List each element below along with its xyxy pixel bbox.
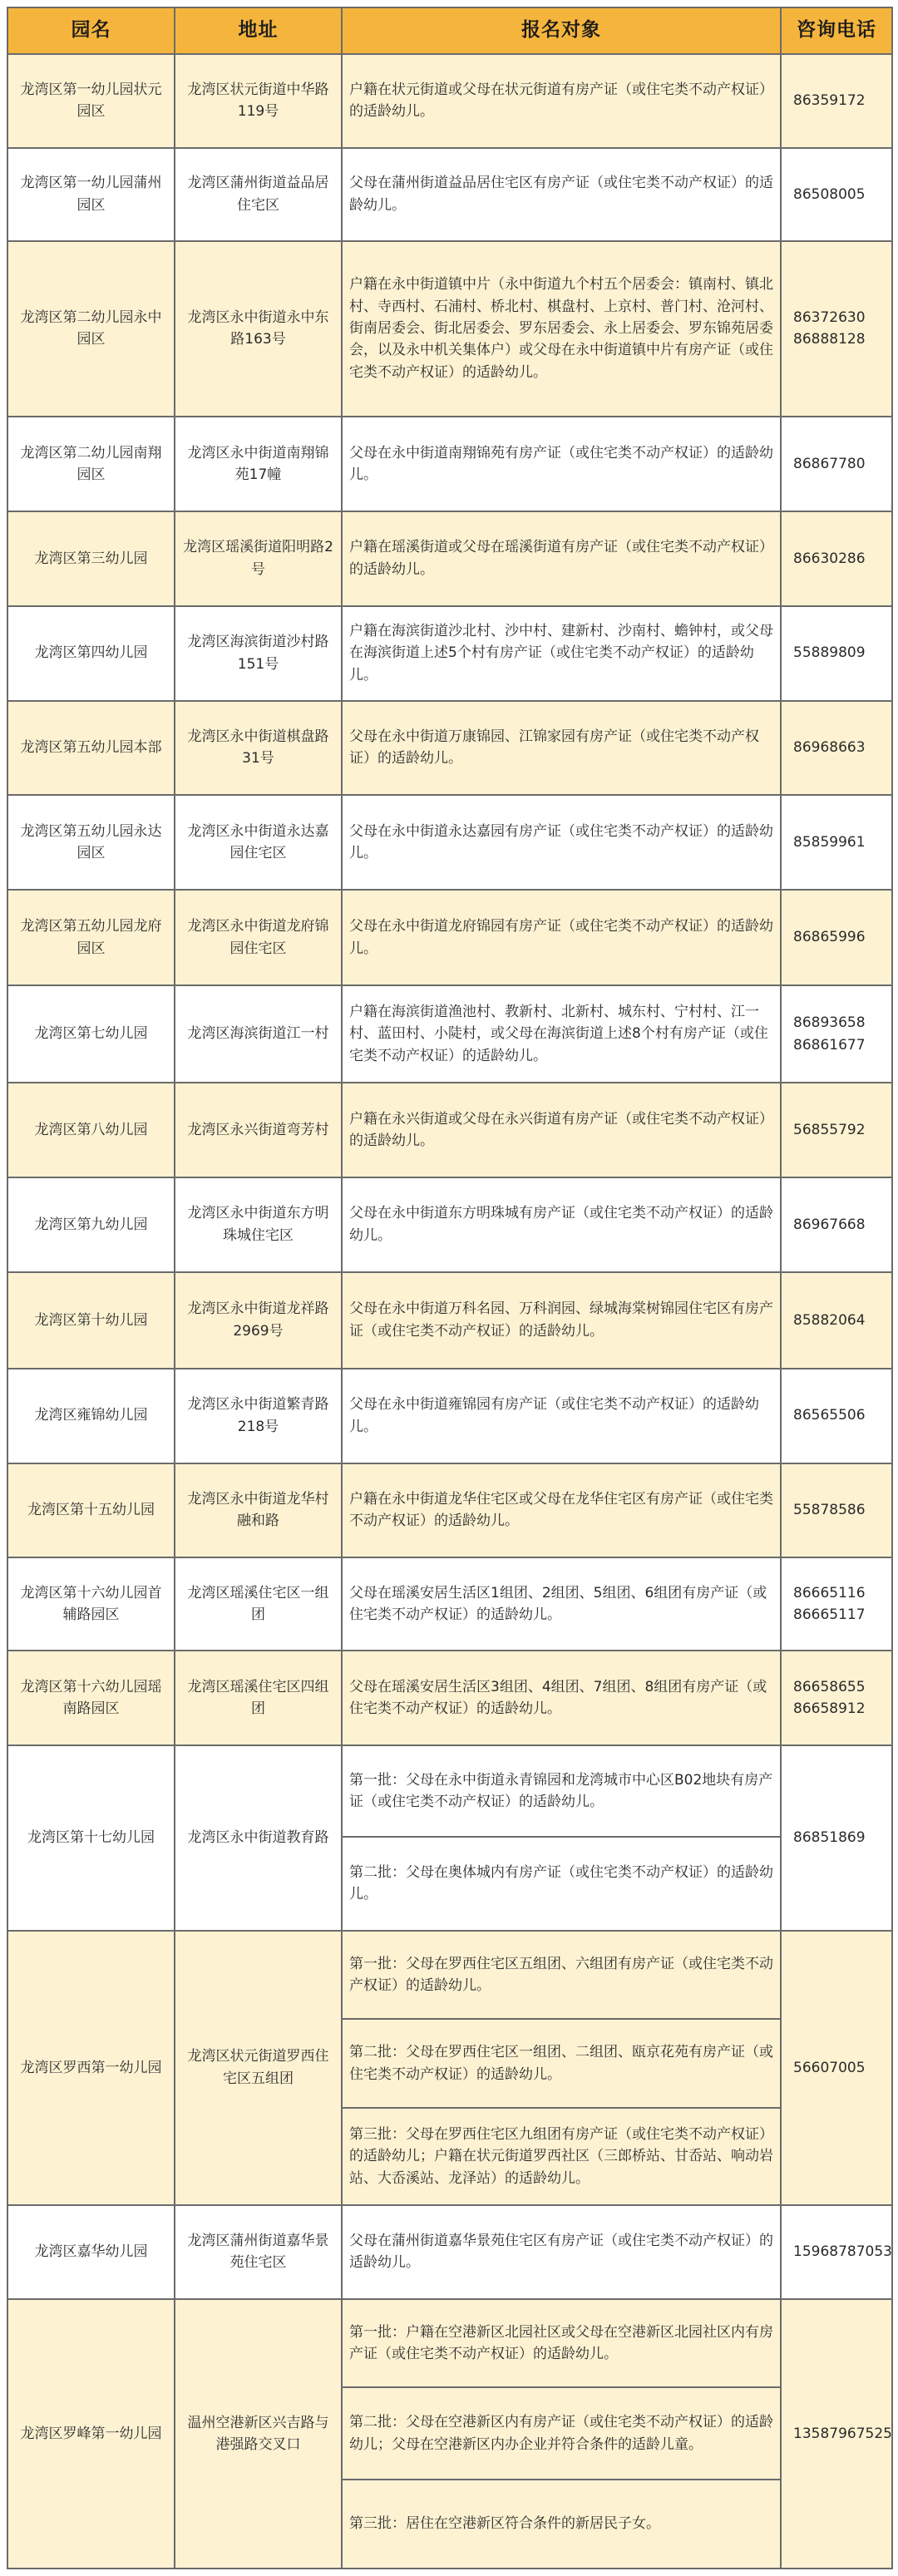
- phone-number: 13587967525: [793, 2425, 892, 2442]
- enrollment-target: 父母在永中街道雍锦园有房产证（或住宅类不动产权证）的适龄幼儿。: [342, 1369, 781, 1463]
- kindergarten-address: 龙湾区海滨街道江一村: [175, 985, 342, 1083]
- kindergarten-address: 龙湾区蒲州街道益品居住宅区: [175, 148, 342, 241]
- phone-cell: [781, 701, 892, 796]
- phone-cell: [781, 1651, 892, 1745]
- table-row: [7, 1651, 892, 1745]
- kindergarten-name: 龙湾区嘉华幼儿园: [7, 2205, 175, 2299]
- kindergarten-address: 龙湾区永中街道永达嘉园住宅区: [175, 795, 342, 890]
- enrollment-target: 户籍在海滨街道渔池村、教新村、北新村、城东村、宁村村、江一村、蓝田村、小陡村，或父母在海滨街道上述8个村有房产证（或住宅类不动产权证）的适龄幼儿。: [342, 985, 781, 1083]
- table-row: [7, 417, 892, 511]
- enrollment-target: 父母在蒲州街道益品居住宅区有房产证（或住宅类不动产权证）的适龄幼儿。: [342, 148, 781, 241]
- kindergarten-name: 龙湾区罗峰第一幼儿园: [7, 2299, 175, 2569]
- phone-cell: [781, 1463, 892, 1558]
- table-row: [7, 795, 892, 890]
- phone-number: 86630286: [793, 550, 866, 567]
- kindergarten-name: 龙湾区第一幼儿园状元园区: [7, 54, 175, 148]
- header-phone: 咨询电话: [781, 7, 892, 54]
- kindergarten-address: 龙湾区海滨街道沙村路151号: [175, 606, 342, 701]
- phone-number: 86359172: [793, 92, 866, 110]
- phone-cell: [781, 985, 892, 1083]
- kindergarten-address: 龙湾区永中街道永中东路163号: [175, 241, 342, 417]
- enrollment-target: 父母在永中街道龙府锦园有房产证（或住宅类不动产权证）的适龄幼儿。: [342, 890, 781, 985]
- enrollment-batch-target: 父母在蒲州街道嘉华景苑住宅区有房产证（或住宅类不动产权证）的适龄幼儿。: [342, 2205, 781, 2299]
- phone-cell: [781, 1177, 892, 1272]
- enrollment-batch-target: 第二批：父母在罗西住宅区一组团、二组团、瓯京花苑有房产证（或住宅类不动产权证）的适龄幼儿。: [342, 2019, 781, 2108]
- kindergarten-name: 龙湾区雍锦幼儿园: [7, 1369, 175, 1463]
- phone-number: 86508005: [793, 185, 866, 203]
- enrollment-target: 户籍在永中街道镇中片（永中街道九个村五个居委会：镇南村、镇北村、寺西村、石浦村、桥北村、棋盘村、上京村、普门村、沧河村、街南居委会、街北居委会、罗东居委会、永上居委会、罗东锦苑居委会，以及永中机关集体户）或父母在永中街道镇中片有房产证（或住宅类不动产权证）的适龄幼儿。: [342, 241, 781, 417]
- table-row: [7, 890, 892, 985]
- phone-number: 86658655: [793, 1678, 866, 1695]
- phone-number: 86665117: [793, 1606, 866, 1624]
- kindergarten-address: 龙湾区永中街道棋盘路31号: [175, 701, 342, 796]
- kindergarten-address: 龙湾区永中街道龙华村融和路: [175, 1463, 342, 1558]
- phone-cell: [781, 1931, 892, 2205]
- enrollment-batch-target: 第一批：父母在罗西住宅区五组团、六组团有房产证（或住宅类不动产权证）的适龄幼儿。: [342, 1931, 781, 2020]
- phone-number: 86665116: [793, 1584, 866, 1601]
- kindergarten-address: 龙湾区蒲州街道嘉华景苑住宅区: [175, 2205, 342, 2299]
- table-body: [7, 54, 892, 2569]
- phone-cell: [781, 795, 892, 890]
- enrollment-target: 父母在永中街道永达嘉园有房产证（或住宅类不动产权证）的适龄幼儿。: [342, 795, 781, 890]
- kindergarten-address: 龙湾区永中街道教育路: [175, 1745, 342, 1931]
- enrollment-target: 户籍在永兴街道或父母在永兴街道有房产证（或住宅类不动产权证）的适龄幼儿。: [342, 1083, 781, 1177]
- table-row: [7, 1083, 892, 1177]
- kindergarten-address: 温州空港新区兴吉路与港强路交叉口: [175, 2299, 342, 2569]
- enrollment-target: 户籍在海滨街道沙北村、沙中村、建新村、沙南村、蟾钟村，或父母在海滨街道上述5个村有房产证（或住宅类不动产权证）的适龄幼儿。: [342, 606, 781, 701]
- phone-cell: [781, 54, 892, 148]
- table-row: [7, 701, 892, 796]
- phone-cell: [781, 2299, 892, 2569]
- header-address: 地址: [175, 7, 342, 54]
- phone-number: 86372630: [793, 308, 866, 326]
- enrollment-target: 父母在瑶溪安居生活区1组团、2组团、5组团、6组团有房产证（或住宅类不动产权证）的适龄幼儿。: [342, 1557, 781, 1651]
- phone-cell: [781, 1369, 892, 1463]
- kindergarten-name: 龙湾区第三幼儿园: [7, 511, 175, 606]
- phone-number: 15968787053: [793, 2243, 892, 2261]
- enrollment-target: 父母在永中街道东方明珠城有房产证（或住宅类不动产权证）的适龄幼儿。: [342, 1177, 781, 1272]
- enrollment-target: 户籍在永中街道龙华住宅区或父母在龙华住宅区有房产证（或住宅类不动产权证）的适龄幼儿。: [342, 1463, 781, 1558]
- kindergarten-address: 龙湾区状元街道中华路119号: [175, 54, 342, 148]
- phone-number: 85882064: [793, 1311, 866, 1329]
- phone-cell: [781, 890, 892, 985]
- enrollment-batch-target: 第三批：居住在空港新区符合条件的新居民子女。: [342, 2480, 781, 2569]
- table-row: [7, 1557, 892, 1651]
- phone-number: 56855792: [793, 1121, 866, 1138]
- kindergarten-name: 龙湾区第二幼儿园永中园区: [7, 241, 175, 417]
- phone-number: 86967668: [793, 1216, 866, 1233]
- kindergarten-name: 龙湾区第一幼儿园蒲州园区: [7, 148, 175, 241]
- table-row: [7, 241, 892, 417]
- kindergarten-enrollment-table: [7, 7, 893, 2569]
- phone-number: 86968663: [793, 739, 866, 757]
- kindergarten-name: 龙湾区第十六幼儿园首辅路园区: [7, 1557, 175, 1651]
- kindergarten-address: 龙湾区瑶溪住宅区一组团: [175, 1557, 342, 1651]
- phone-cell: [781, 417, 892, 511]
- header-name: 园名: [7, 7, 175, 54]
- table-row: [7, 54, 892, 148]
- kindergarten-address: 龙湾区瑶溪街道阳明路2号: [175, 511, 342, 606]
- table-row: [7, 1745, 892, 1837]
- phone-cell: [781, 148, 892, 241]
- phone-cell: [781, 1745, 892, 1931]
- enrollment-target: 父母在瑶溪安居生活区3组团、4组团、7组团、8组团有房产证（或住宅类不动产权证）的适龄幼儿。: [342, 1651, 781, 1745]
- phone-cell: [781, 1272, 892, 1369]
- kindergarten-name: 龙湾区第十五幼儿园: [7, 1463, 175, 1558]
- enrollment-target: 户籍在瑶溪街道或父母在瑶溪街道有房产证（或住宅类不动产权证）的适龄幼儿。: [342, 511, 781, 606]
- kindergarten-address: 龙湾区永中街道南翔锦苑17幢: [175, 417, 342, 511]
- table-row: [7, 1272, 892, 1369]
- enrollment-batch-target: 第二批：父母在空港新区内有房产证（或住宅类不动产权证）的适龄幼儿；父母在空港新区内办企业并符合条件的适龄儿童。: [342, 2387, 781, 2480]
- kindergarten-name: 龙湾区第五幼儿园永达园区: [7, 795, 175, 890]
- phone-number: 86893658: [793, 1014, 866, 1032]
- kindergarten-name: 龙湾区第八幼儿园: [7, 1083, 175, 1177]
- kindergarten-address: 龙湾区永中街道龙祥路2969号: [175, 1272, 342, 1369]
- phone-number: 86888128: [793, 331, 866, 348]
- phone-cell: [781, 1083, 892, 1177]
- enrollment-target: 父母在永中街道南翔锦苑有房产证（或住宅类不动产权证）的适龄幼儿。: [342, 417, 781, 511]
- header-target: 报名对象: [342, 7, 781, 54]
- table-row: [7, 1931, 892, 2020]
- phone-number: 85859961: [793, 834, 866, 851]
- kindergarten-address: 龙湾区永中街道东方明珠城住宅区: [175, 1177, 342, 1272]
- table-row: [7, 2205, 892, 2299]
- enrollment-batch-target: 第二批：父母在奥体城内有房产证（或住宅类不动产权证）的适龄幼儿。: [342, 1837, 781, 1931]
- phone-cell: [781, 606, 892, 701]
- table-row: [7, 1369, 892, 1463]
- kindergarten-address: 龙湾区永中街道繁青路218号: [175, 1369, 342, 1463]
- kindergarten-name: 龙湾区第十幼儿园: [7, 1272, 175, 1369]
- table-row: [7, 1177, 892, 1272]
- enrollment-target: 父母在永中街道万康锦园、江锦家园有房产证（或住宅类不动产权证）的适龄幼儿。: [342, 701, 781, 796]
- table-row: [7, 148, 892, 241]
- kindergarten-name: 龙湾区第五幼儿园龙府园区: [7, 890, 175, 985]
- table-row: [7, 511, 892, 606]
- kindergarten-name: 龙湾区第五幼儿园本部: [7, 701, 175, 796]
- enrollment-batch-target: 第三批：父母在罗西住宅区九组团有房产证（或住宅类不动产权证）的适龄幼儿；户籍在状元街道罗西社区（三郎桥站、甘岙站、响动岩站、大岙溪站、龙泽站）的适龄幼儿。: [342, 2108, 781, 2205]
- phone-number: 86851869: [793, 1829, 866, 1847]
- header-row: [7, 7, 892, 54]
- enrollment-target: 父母在永中街道万科名园、万科润园、绿城海棠树锦园住宅区有房产证（或住宅类不动产权证）的适龄幼儿。: [342, 1272, 781, 1369]
- kindergarten-address: 龙湾区永兴街道弯芳村: [175, 1083, 342, 1177]
- table-row: [7, 1463, 892, 1558]
- phone-number: 56607005: [793, 2059, 866, 2076]
- phone-cell: [781, 2205, 892, 2299]
- phone-number: 55889809: [793, 644, 866, 662]
- phone-number: 86865996: [793, 929, 866, 946]
- table-row: [7, 2299, 892, 2388]
- kindergarten-name: 龙湾区罗西第一幼儿园: [7, 1931, 175, 2205]
- phone-number: 86565506: [793, 1407, 866, 1424]
- enrollment-target: 户籍在状元街道或父母在状元街道有房产证（或住宅类不动产权证）的适龄幼儿。: [342, 54, 781, 148]
- phone-cell: [781, 1557, 892, 1651]
- phone-number: 86658912: [793, 1700, 866, 1718]
- kindergarten-name: 龙湾区第二幼儿园南翔园区: [7, 417, 175, 511]
- phone-number: 55878586: [793, 1502, 866, 1519]
- table-row: [7, 606, 892, 701]
- enrollment-batch-target: 第一批：父母在永中街道永青锦园和龙湾城市中心区B02地块有房产证（或住宅类不动产权证）的适龄幼儿。: [342, 1745, 781, 1837]
- table-row: [7, 985, 892, 1083]
- phone-number: 86867780: [793, 455, 866, 472]
- kindergarten-name: 龙湾区第四幼儿园: [7, 606, 175, 701]
- kindergarten-address: 龙湾区瑶溪住宅区四组团: [175, 1651, 342, 1745]
- kindergarten-name: 龙湾区第十六幼儿园瑶南路园区: [7, 1651, 175, 1745]
- enrollment-batch-target: 第一批：户籍在空港新区北园社区或父母在空港新区北园社区内有房产证（或住宅类不动产权证）的适龄幼儿。: [342, 2299, 781, 2388]
- kindergarten-name: 龙湾区第十七幼儿园: [7, 1745, 175, 1931]
- phone-number: 86861677: [793, 1036, 866, 1054]
- kindergarten-name: 龙湾区第七幼儿园: [7, 985, 175, 1083]
- phone-cell: [781, 511, 892, 606]
- kindergarten-address: 龙湾区永中街道龙府锦园住宅区: [175, 890, 342, 985]
- kindergarten-address: 龙湾区状元街道罗西住宅区五组团: [175, 1931, 342, 2205]
- kindergarten-name: 龙湾区第九幼儿园: [7, 1177, 175, 1272]
- phone-cell: [781, 241, 892, 417]
